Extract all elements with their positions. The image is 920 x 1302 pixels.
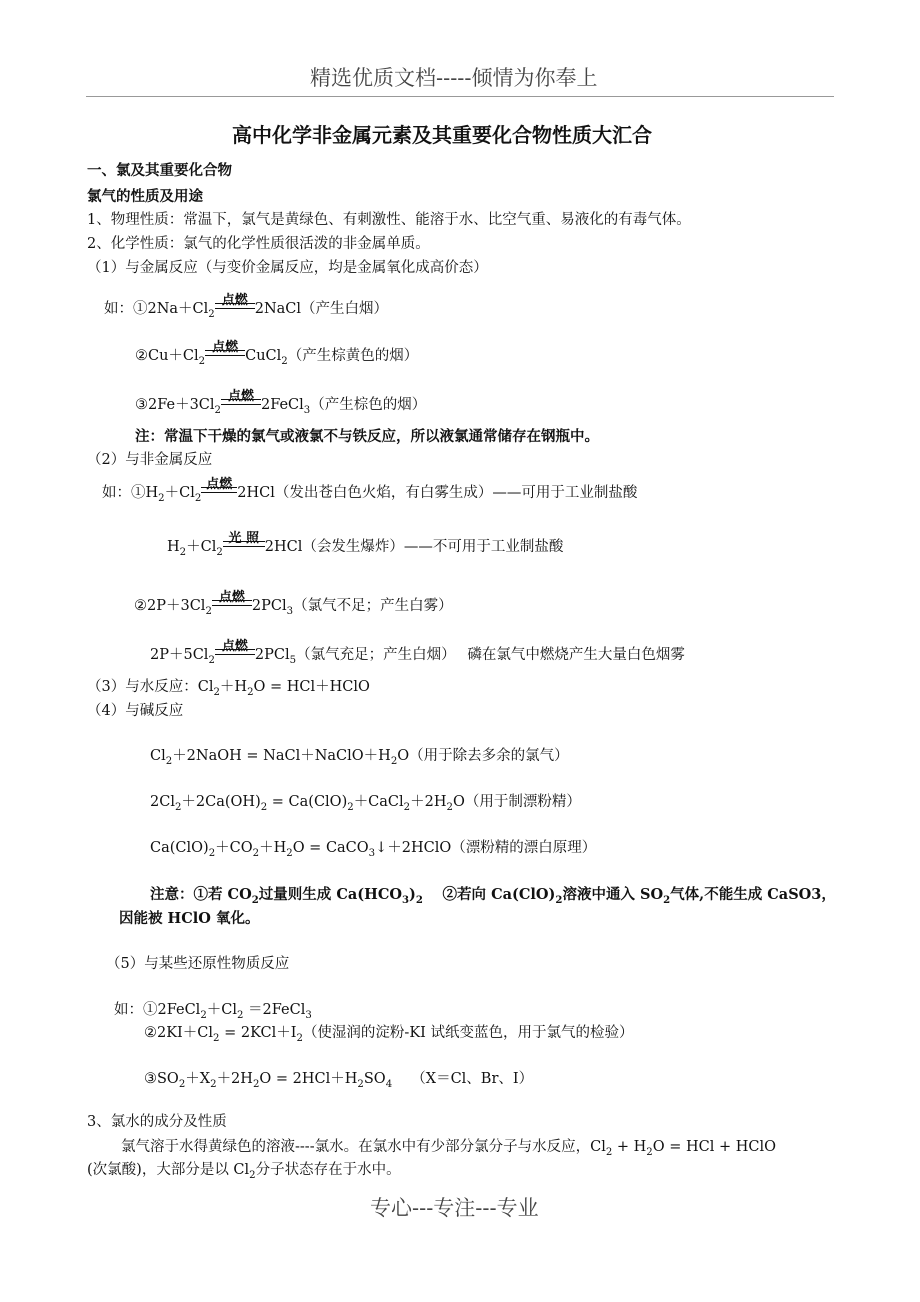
attention-note: 注意：①若 $CO_2$过量则生成 $Ca(HCO_3)_2$ ②若向 $Ca(ClO)_2$溶液中通入 $SO_2$气体,不能生成 CaSO3， <box>150 886 836 906</box>
section-heading-1: 一、氯及其重要化合物 <box>87 162 232 179</box>
equation-caoh2: $2Cl_2+2Ca(OH)_2$ = $Ca(ClO)_2+CaCl_2+2H_2O$（用于制漂粉精） <box>150 794 581 813</box>
equation-ki: $②2KI+Cl_2 = 2KCl+I_2$（使湿润的淀粉-KI 试纸变蓝色，用于氯气的检验） <box>144 1025 634 1044</box>
equation-p-pcl3: $②2P+3Cl_2$ 点燃 2PCl$_3$（氯气不足；产生白雾） <box>134 589 453 617</box>
equation-na: 如：$①2Na+Cl_2$ 点燃 2NaCl（产生白烟） <box>104 292 389 320</box>
equation-naoh: $Cl_2+2NaOH$ = $NaCl+NaClO+H_2O$（用于除去多余的氯气） <box>150 748 569 767</box>
reaction-base-heading: （4）与碱反应 <box>87 703 184 719</box>
equation-bleach: $Ca(ClO)_2+CO_2+H_2O$ = CaCO$_3$↓＋2HClO（漂粉精的漂白原理） <box>150 840 597 859</box>
equation-fecl2: 如：$①2FeCl_2+Cl_2$ ＝2FeCl$_3$ <box>114 1002 312 1021</box>
attention-note-cont: 因能被 HClO 氧化。 <box>119 910 260 927</box>
page-footer: 专心---专注---专业 <box>370 1196 539 1220</box>
physical-properties: 1、物理性质：常温下，氯气是黄绿色、有刺激性、能溶于水、比空气重、易液化的有毒气体。 <box>87 212 691 228</box>
equation-h2-ignite: 如：$①H_2+Cl_2$ 点燃 2HCl（发出苍白色火焰，有白雾生成）——可用于工业制盐酸 <box>102 476 638 504</box>
paragraph-chlorine-water-1: 氯气溶于水得黄绿色的溶液----氯水。在氯水中有少部分氯分子与水反应，$Cl_2 + H_2O$ = HCl + HClO <box>121 1139 777 1158</box>
equation-so2: $③SO_2+X_2+2H_2O = 2HCl+H_2SO_4$ （X＝Cl、Br、I） <box>144 1071 534 1090</box>
equation-p-pcl5: $2P+5Cl_2$ 点燃 2PCl$_5$（氯气充足；产生白烟） 磷在氯气中燃烧产生大量白色烟雾 <box>150 638 685 666</box>
equation-fe: $③2Fe+3Cl_2$ 点燃 2FeCl$_3$（产生棕色的烟） <box>135 388 427 416</box>
reaction-water: （3）与水反应：$Cl_2+H_2O$ = HCl＋HClO <box>87 679 370 698</box>
subheading-chlorine: 氯气的性质及用途 <box>87 188 203 205</box>
paragraph-chlorine-water-2: (次氯酸)，大部分是以 $Cl_2$分子状态存在于水中。 <box>87 1162 401 1181</box>
reaction-metal-heading: （1）与金属反应（与变价金属反应，均是金属氧化成高价态） <box>87 260 488 276</box>
reaction-nonmetal-heading: （2）与非金属反应 <box>87 452 213 468</box>
doc-title: 高中化学非金属元素及其重要化合物性质大汇合 <box>232 123 652 147</box>
chemical-properties: 2、化学性质：氯气的化学性质很活泼的非金属单质。 <box>87 236 430 252</box>
section-chlorine-water: 3、氯水的成分及性质 <box>87 1114 227 1130</box>
note-iron: 注：常温下干燥的氯气或液氯不与铁反应，所以液氯通常储存在钢瓶中。 <box>135 428 599 445</box>
equation-cu: $②Cu+Cl_2$ 点燃 CuCl$_2$（产生棕黄色的烟） <box>135 339 419 367</box>
equation-h2-light: $H_2+Cl_2$ 光 照 2HCl（会发生爆炸）——不可用于工业制盐酸 <box>167 530 564 558</box>
page-header: 精选优质文档-----倾情为你奉上 <box>310 66 598 90</box>
reaction-reducing-heading: （5）与某些还原性物质反应 <box>106 956 290 972</box>
header-rule <box>86 96 834 97</box>
